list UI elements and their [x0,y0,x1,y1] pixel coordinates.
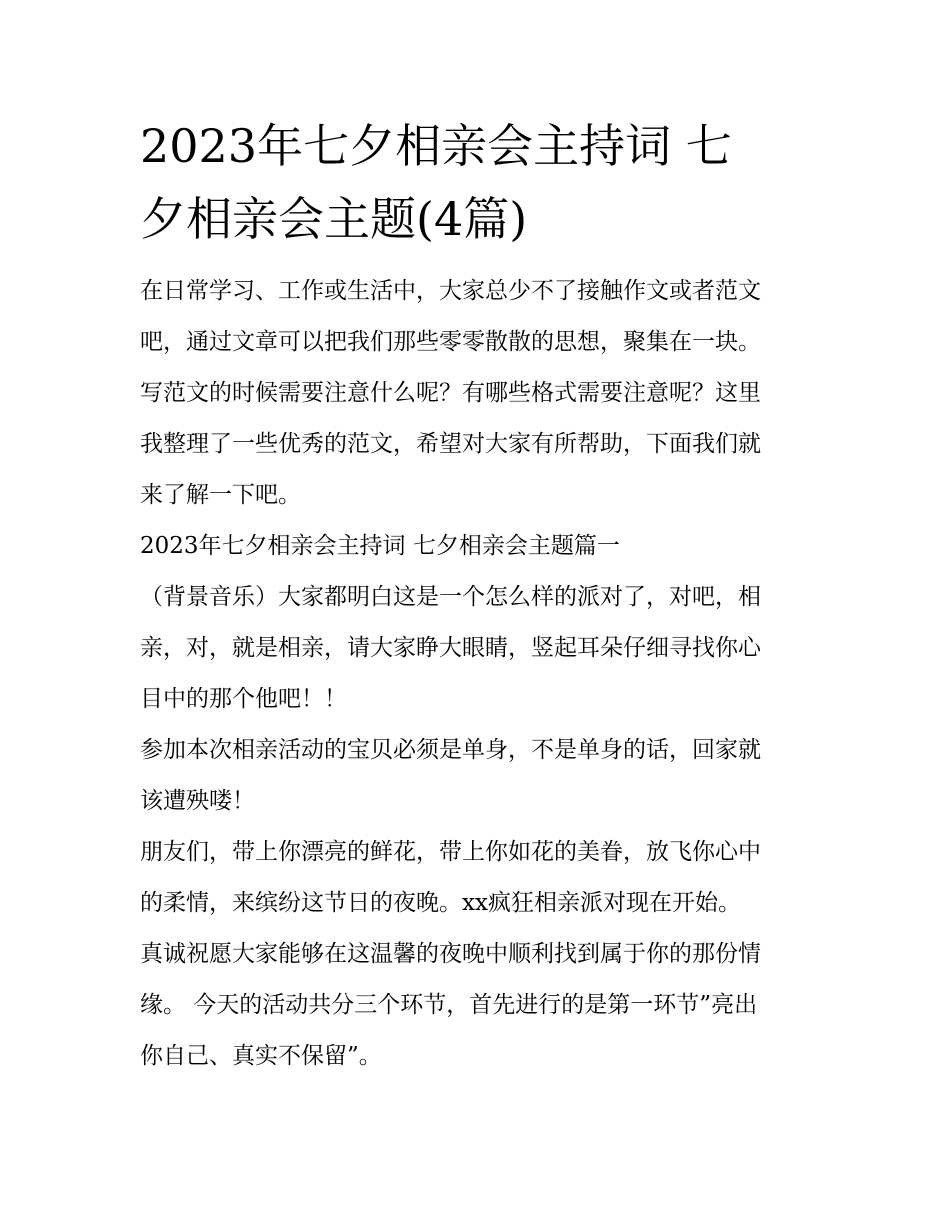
document-title [140,110,812,256]
body-paragraph [140,725,812,827]
text-line: 来了解一下吧。 [140,482,301,508]
document-body [140,266,812,1082]
body-paragraph [140,572,812,725]
text-line: 我整理了一些优秀的范文，希望对大家有所帮助，下面我们就 [140,431,761,457]
text-line: 朋友们，带上你漂亮的鲜花，带上你如花的美眷，放飞你心中 [140,839,761,865]
text-line: 缘。 今天的活动共分三个环节，首先进行的是第一环节”亮出 [140,992,758,1018]
document-content [140,110,812,1082]
title-line: 夕相亲会主题(4篇) [140,192,528,246]
text-line: 该遭殃喽！ [140,788,255,814]
text-line: 真诚祝愿大家能够在这温馨的夜晚中顺利找到属于你的那份情 [140,941,761,967]
text-line: 写范文的时候需要注意什么呢？有哪些格式需要注意呢？这里 [140,380,761,406]
text-line: 2023年七夕相亲会主持词 七夕相亲会主题篇一 [140,533,620,559]
text-line: 你自己、真实不保留”。 [140,1043,382,1069]
text-line: 亲，对，就是相亲，请大家睁大眼睛，竖起耳朵仔细寻找你心 [140,635,761,661]
text-line: 参加本次相亲活动的宝贝必须是单身，不是单身的话，回家就 [140,737,761,763]
text-line: （背景音乐）大家都明白这是一个怎么样的派对了，对吧，相 [140,584,761,610]
section-heading [140,521,812,572]
title-line: 2023年七夕相亲会主持词 七 [140,119,732,173]
text-line: 的柔情，来缤纷这节日的夜晚。xx疯狂相亲派对现在开始。 [140,890,741,916]
body-paragraph [140,827,812,929]
text-line: 目中的那个他吧！！ [140,686,347,712]
text-line: 在日常学习、工作或生活中，大家总少不了接触作文或者范文 [140,278,761,304]
text-line: 吧，通过文章可以把我们那些零零散散的思想，聚集在一块。 [140,329,761,355]
body-paragraph [140,929,812,1082]
intro-paragraph [140,266,812,521]
